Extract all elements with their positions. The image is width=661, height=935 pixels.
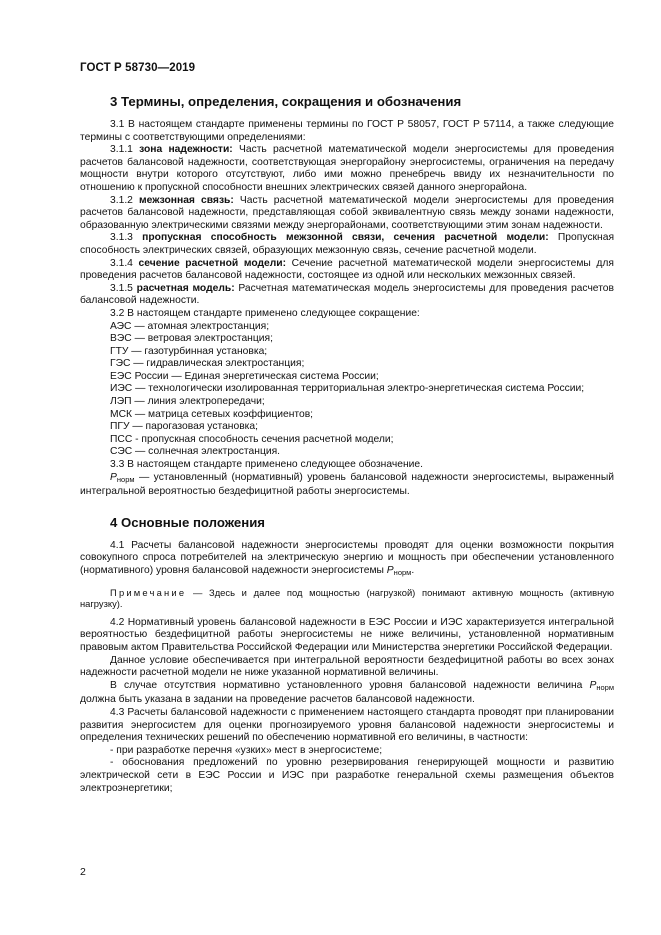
paragraph-4-3: 4.3 Расчеты балансовой надежности с применением настоящего стандарта проводят при планировании развития энергосистем для оценки прогнозируемого уровня балансовой надежности энергосистемы и определения технических решений по обеспечению нормативной его величины, в частности: — [80, 706, 614, 744]
paragraph-3-2: 3.2 В настоящем стандарте применено следующее сокращение: — [110, 307, 420, 319]
symbol-subscript: норм — [393, 568, 412, 577]
symbol-p: P — [386, 565, 394, 576]
symbol-p: P — [589, 679, 597, 691]
symbol-subscript: норм — [596, 682, 614, 692]
section-4-title: 4 Основные положения — [110, 514, 265, 530]
term-number: 3.1.3 — [110, 232, 143, 244]
note-text: — Здесь и далее под мощностью (нагрузкой) понимают активную мощность (активную нагрузку). — [80, 586, 614, 610]
term-definition: Часть расчетной математической модели энергосистемы для проведения расчетов балансовой надежности, соответствующая энергорайону энергосистемы, ограничения на передачу мощности внутри которого отсутствуют, либо ими можно пренебречь ввиду их незначительности по отношению к пропускной способности внешних электрических связей данного энергорайона. — [80, 144, 615, 193]
paragraph-4-2-condition: Данное условие обеспечивается при интегральной вероятности бездефицитной работы во всех зонах надежности расчетной модели не ниже указанной нормативной величины. — [80, 654, 614, 679]
paragraph-4-2-absence-end: должна быть указана в задании на проведение расчетов балансовой надежности. — [80, 694, 475, 706]
symbol-p: P — [110, 471, 117, 483]
note — [80, 587, 614, 610]
abbreviation-item: ВЭС — ветровая электростанция; — [110, 333, 273, 345]
paragraph-3-3: 3.3 В настоящем стандарте применено следующее обозначение. — [110, 459, 423, 471]
symbol-subscript: норм — [116, 474, 135, 484]
paragraph-4-1-end: . — [411, 565, 415, 576]
paragraph-4-1 — [80, 540, 614, 580]
page-number: 2 — [80, 866, 86, 878]
abbreviation-item: ИЭС — технологически изолированная территориальная электро-энергетическая система России; — [110, 383, 585, 395]
paragraph-4-1-text: 4.1 Расчеты балансовой надежности энергосистемы проводят для оценки возможности покрытия совокупного спроса потребителей на электрическую энергию и мощность при обеспечении установленного (нормативного) уровня балансовой надежности энергосистемы — [80, 539, 614, 576]
standard-header: ГОСТ Р 58730—2019 — [80, 62, 196, 74]
term-definition: Расчетная математическая модель энергосистемы для проведения расчетов балансовой надежности. — [80, 282, 614, 307]
abbreviation-item: ГТУ — газотурбинная установка; — [110, 345, 268, 357]
symbol-definition-text: — установленный (нормативный) уровень балансовой надежности энергосистемы, выраженный интегральной вероятностью бездефицитной работы энергосистемы. — [80, 471, 614, 498]
abbreviation-item: ПГУ — парогазовая установка; — [110, 421, 258, 433]
term-number: 3.1.2 — [110, 194, 139, 206]
abbreviation-item: АЭС — атомная электростанция; — [110, 320, 270, 332]
term-name: сечение расчетной модели: — [138, 257, 287, 269]
paragraph-3-1: 3.1 В настоящем стандарте применены термины по ГОСТ Р 58057, ГОСТ Р 57114, а также следующие термины с соответствующими определениями: — [80, 119, 614, 143]
term-definition: Часть расчетной математической модели энергосистемы для проведения расчетов балансовой надежности, представляющая собой эквивалентную связь между зонами надежности, образованную электрическими связями между энергорайонами, соответствующими этим зонам надежности. — [80, 194, 615, 231]
term-name: зона надежности: — [139, 144, 233, 156]
abbreviation-item: ГЭС — гидравлическая электростанция; — [110, 358, 305, 370]
term-number: 3.1.1 — [110, 144, 140, 156]
term-name: межзонная связь: — [138, 194, 234, 206]
abbreviation-item: ЕЭС России — Единая энергетическая система России; — [110, 370, 379, 382]
term-number: 3.1.4 — [110, 257, 139, 269]
term-3-1-1 — [80, 144, 614, 194]
note-label: Примечание — [110, 586, 187, 598]
page-content — [80, 94, 614, 795]
bullet-item: - при разработке перечня «узких» мест в энергосистеме; — [110, 744, 383, 756]
paragraph-4-2-absence-start: В случае отсутствия нормативно установленного уровня балансовой надежности величина — [110, 679, 590, 691]
abbreviation-item: ПСС - пропускная способность сечения расчетной модели; — [110, 433, 394, 445]
abbreviation-item: МСК — матрица сетевых коэффициентов; — [110, 408, 314, 420]
abbreviation-item: ЛЭП — линия электропередачи; — [110, 396, 265, 408]
term-definition: Пропускная способность электрических связей, образующих межзонную связь, сечение расчетной модели. — [80, 232, 615, 256]
term-number: 3.1.5 — [110, 282, 137, 294]
paragraph-4-2-absence — [80, 680, 614, 707]
symbol-definition — [80, 472, 614, 499]
bullet-item: - обоснования предложений по уровню резервирования генерирующей мощности и развитию электрической сети в ЕЭС России и ИЭС при разработке генеральной схемы размещения объектов электроэнергетики; — [80, 757, 614, 794]
term-3-1-4 — [80, 258, 614, 283]
section-3-title: 3 Термины, определения, сокращения и обозначения — [110, 94, 462, 109]
term-3-1-2 — [80, 195, 614, 233]
abbreviation-item: СЭС — солнечная электростанция. — [110, 446, 281, 458]
term-3-1-3 — [80, 232, 614, 257]
paragraph-4-2: 4.2 Нормативный уровень балансовой надежности в ЕЭС России и ИЭС характеризуется интегральной вероятностью бездефицитной работы энергосистемы не ниже величины, установленной нормативным правовым актом Правительства Российской Федерации или Министерства энергетики Российской Федерации. — [80, 616, 614, 653]
term-name: расчетная модель: — [136, 282, 235, 294]
term-definition: Сечение расчетной математической модели энергосистемы для проведения расчетов балансовой надежности, состоящее из одной или нескольких межзонных связей. — [80, 257, 615, 282]
term-name: пропускная способность межзонной связи, сечения расчетной модели: — [142, 232, 549, 244]
term-3-1-5 — [80, 283, 614, 308]
